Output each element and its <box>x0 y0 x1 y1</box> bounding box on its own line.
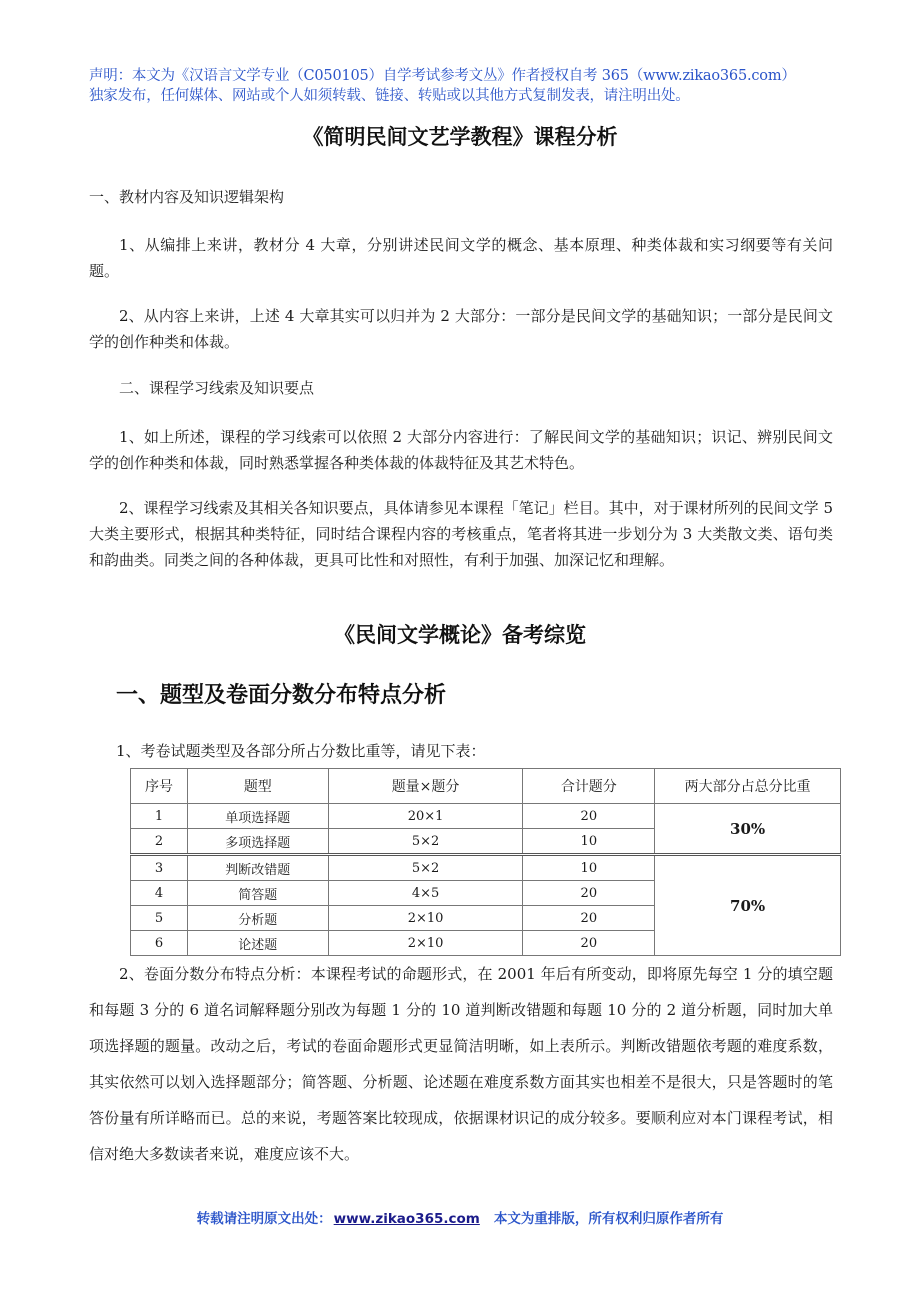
cell-count-points: 20×1 <box>328 804 523 829</box>
paragraph-textbook-content: 2、从内容上来讲，上述 4 大章其实可以归并为 2 大部分：一部分是民间文学的基础知识；一部分是民间文学的创作种类和体裁。 <box>89 307 833 351</box>
score-distribution-table <box>130 768 841 956</box>
paragraph-learning-clues: 1、如上所述，课程的学习线索可以依照 2 大部分内容进行：了解民间文学的基础知识；识记、辨别民间文学的创作种类和体裁，同时熟悉掌握各种类体裁的体裁特征及其艺术特色。 <box>89 428 833 472</box>
cell-index: 6 <box>131 931 188 956</box>
cell-index: 4 <box>131 881 188 906</box>
course-analysis-title: 《简明民间文艺学教程》课程分析 <box>302 125 618 149</box>
heading-textbook-structure: 一、教材内容及知识逻辑架构 <box>89 188 285 206</box>
header-index: 序号 <box>131 769 188 804</box>
cell-total: 10 <box>523 855 655 881</box>
footer-prefix: 转载请注明原文出处： <box>196 1211 332 1227</box>
header-weight: 两大部分占总分比重 <box>655 769 841 804</box>
paragraph-knowledge-points: 2、课程学习线索及其相关各知识要点，具体请参见本课程「笔记」栏目。其中，对于课材所列的民间文学 5 大类主要形式，根据其种类特征，同时结合课程内容的考核重点，笔者将其进一步划分为 3 大类散文类、语句类和韵曲类。同类之间的各种体裁，更具可比性和对照性，有利于加强、加深记忆和理解。 <box>89 499 833 569</box>
header-question-type: 题型 <box>187 769 328 804</box>
cell-count-points: 2×10 <box>328 931 523 956</box>
heading-learning-clues: 二、课程学习线索及知识要点 <box>119 379 315 397</box>
footer-suffix: 本文为重排版，所有权利归原作者所有 <box>493 1211 724 1227</box>
cell-index: 5 <box>131 906 188 931</box>
cell-type: 多项选择题 <box>187 829 328 855</box>
cell-index: 2 <box>131 829 188 855</box>
table-row <box>131 804 841 829</box>
table-row <box>131 855 841 881</box>
cell-count-points: 2×10 <box>328 906 523 931</box>
paragraph-score-analysis: 2、卷面分数分布特点分析：本课程考试的命题形式，在 2001 年后有所变动，即将原先每空 1 分的填空题和每题 3 分的 6 道名词解释题分别改为每题 1 分的 10 道判断改错题和每题 10 分的 2 道分析题，同时加大单项选择题的题量。改动之后，考试的卷面命题形式更显简洁明晰，如上表所示。判断改错题依考题的难度系数，其实依然可以划入选择题部分；简答题、分析题、论述题在难度系数方面其实也相差不是很大，只是答题时的笔答份量有所详略而已。总的来说，考题答案比较现成，依据课材识记的成分较多。要顺利应对本门课程考试，相信对绝大多数读者来说，难度应该不大。 <box>89 965 833 1163</box>
cell-total: 20 <box>523 881 655 906</box>
notice-line-1: 声明：本文为《汉语言文学专业（C050105）自学考试参考文丛》作者授权自考 365（www.zikao365.com） <box>89 68 796 84</box>
cell-type: 单项选择题 <box>187 804 328 829</box>
heading-question-types: 一、题型及卷面分数分布特点分析 <box>116 683 447 708</box>
footer-site-link[interactable]: www.zikao365.com <box>333 1211 480 1227</box>
cell-total: 20 <box>523 804 655 829</box>
cell-count-points: 5×2 <box>328 855 523 881</box>
cell-count-points: 5×2 <box>328 829 523 855</box>
cell-weight-subjective: 70% <box>655 855 841 956</box>
cell-weight-objective: 30% <box>655 804 841 855</box>
table-header-row <box>131 769 841 804</box>
cell-total: 20 <box>523 906 655 931</box>
cell-count-points: 4×5 <box>328 881 523 906</box>
cell-total: 20 <box>523 931 655 956</box>
exam-overview-title: 《民间文学概论》备考综览 <box>334 623 586 647</box>
cell-type: 简答题 <box>187 881 328 906</box>
cell-index: 1 <box>131 804 188 829</box>
paragraph-textbook-arrangement: 1、从编排上来讲，教材分 4 大章，分别讲述民间文学的概念、基本原理、种类体裁和实习纲要等有关问题。 <box>89 236 833 280</box>
cell-total: 10 <box>523 829 655 855</box>
cell-index: 3 <box>131 855 188 881</box>
notice-line-2: 独家发布，任何媒体、网站或个人如须转载、链接、转贴或以其他方式复制发表，请注明出处。 <box>89 88 690 104</box>
cell-type: 分析题 <box>187 906 328 931</box>
copyright-notice <box>89 66 849 106</box>
header-total-points: 合计题分 <box>523 769 655 804</box>
table-intro-text: 1、考卷试题类型及各部分所占分数比重等，请见下表： <box>116 742 486 760</box>
header-count-by-points: 题量×题分 <box>328 769 523 804</box>
cell-type: 判断改错题 <box>187 855 328 881</box>
cell-type: 论述题 <box>187 931 328 956</box>
footer-attribution <box>0 1207 920 1227</box>
